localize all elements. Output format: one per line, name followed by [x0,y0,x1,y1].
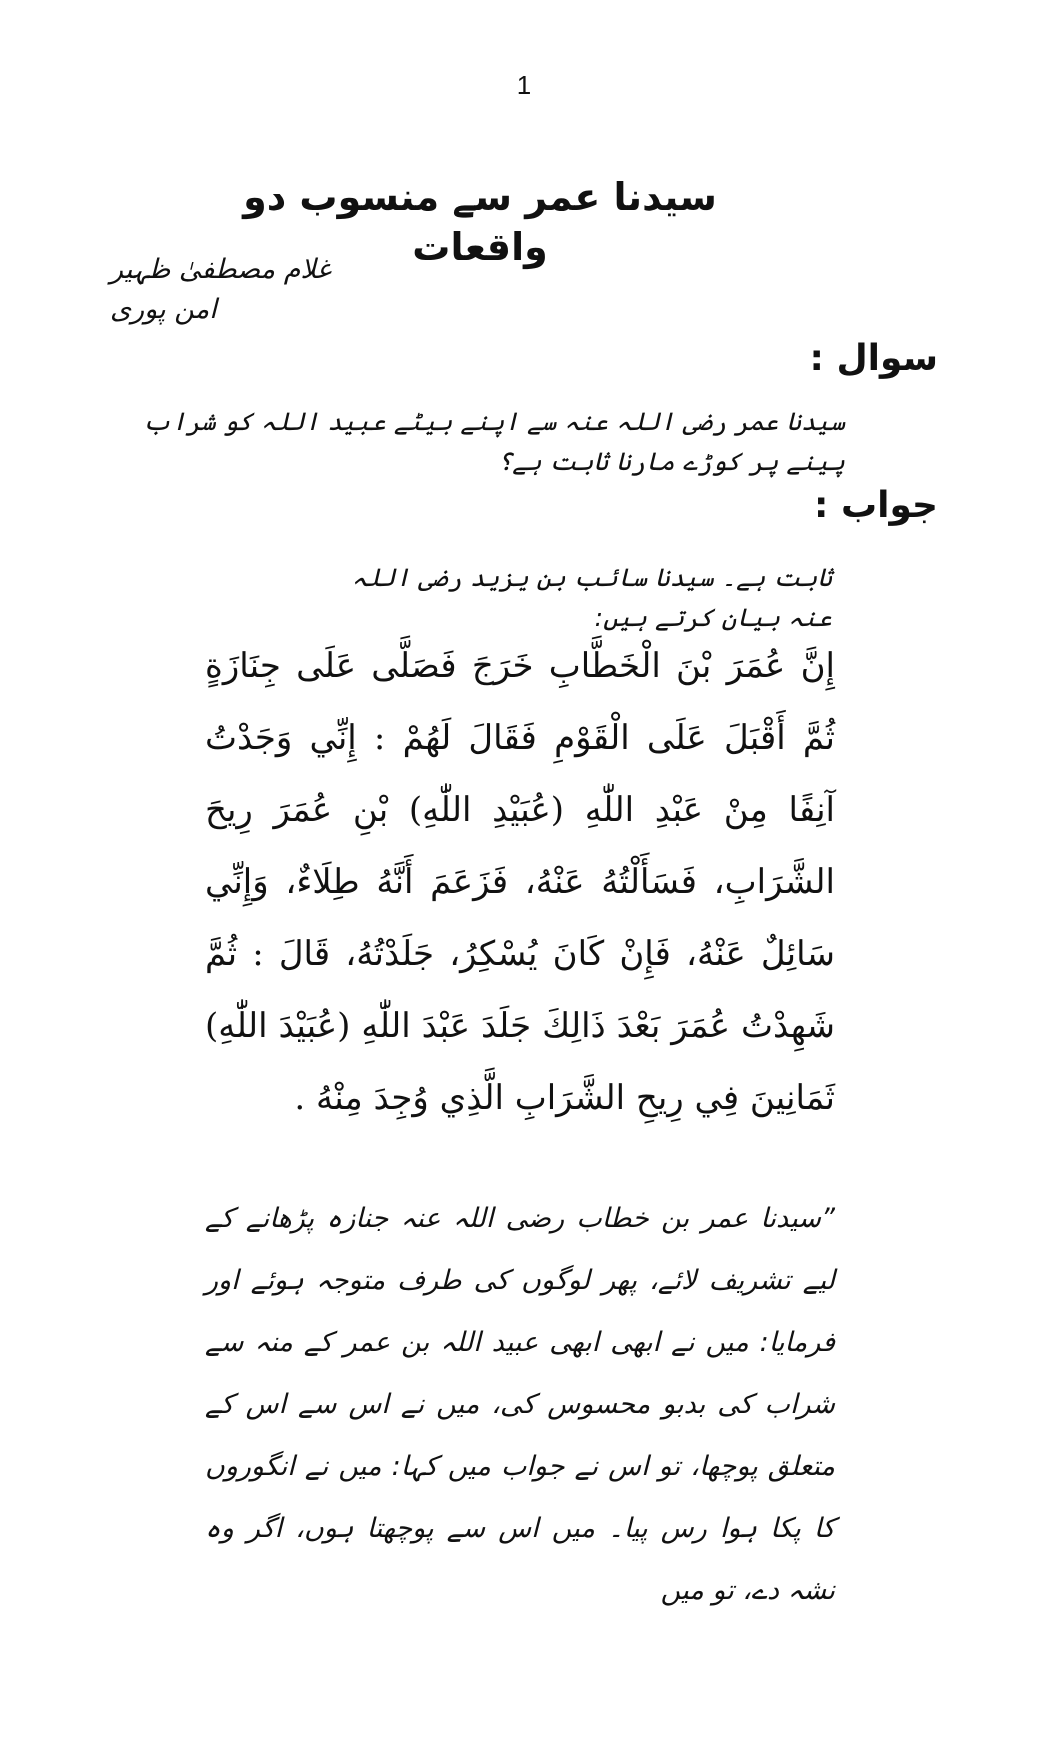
answer-heading: جواب : [814,485,938,526]
author-name: غلام مصطفیٰ ظہیر امن پوری [110,254,331,325]
question-text: سیدنا عمر رضی اللہ عنہ سے اپنے بیٹے عبید اللہ کو شراب پینے پر کوڑے مارنا ثابت ہے؟ [142,407,845,476]
question-heading: سوال : [809,338,938,379]
document-title: سیدنا عمر سے منسوب دو واقعات [243,175,717,269]
answer-intro: ثابت ہے۔ سیدنا سائب بن یزید رضی اللہ عنہ بیان کرتے ہیں: [351,563,832,632]
urdu-translation: ”سیدنا عمر بن خطاب رضی اللہ عنہ جنازہ پڑھانے کے لیے تشریف لائے، پھر لوگوں کی طرف متوجہ ہوئے اور فرمایا: میں نے ابھی ابھی عبید اللہ بن عمر کے منہ سے شراب کی بدبو محسوس کی، میں نے اس سے اس کے متعلق پوچھا، تو اس نے جواب میں کہا: میں نے انگوروں کا پکا ہوا رس پیا۔ میں اس سے پوچھتا ہوں، اگر وہ نشہ دے، تو میں [205,1203,835,1606]
page-number: 1 [516,70,532,100]
arabic-narration: إِنَّ عُمَرَ بْنَ الْخَطَّابِ خَرَجَ فَصَلَّى عَلَى جِنَازَةٍ ثُمَّ أَقْبَلَ عَلَى الْقَوْمِ فَقَالَ لَهُمْ : إِنِّي وَجَدْتُ آنِفًا مِنْ عَبْدِ اللّٰهِ (عُبَيْدِ اللّٰهِ) بْنِ عُمَرَ رِيحَ الشَّرَابِ، فَسَأَلْتُهُ عَنْهُ، فَزَعَمَ أَنَّهُ طِلَاءٌ، وَإِنِّي سَائِلٌ عَنْهُ، فَإِنْ كَانَ يُسْكِرُ، جَلَدْتُهُ، قَالَ : ثُمَّ شَهِدْتُ عُمَرَ بَعْدَ ذَالِكَ جَلَدَ عَبْدَ اللّٰهِ (عُبَيْدَ اللّٰهِ) ثَمَانِينَ فِي رِيحِ الشَّرَابِ الَّذِي وُجِدَ مِنْهُ . [205,646,835,1118]
